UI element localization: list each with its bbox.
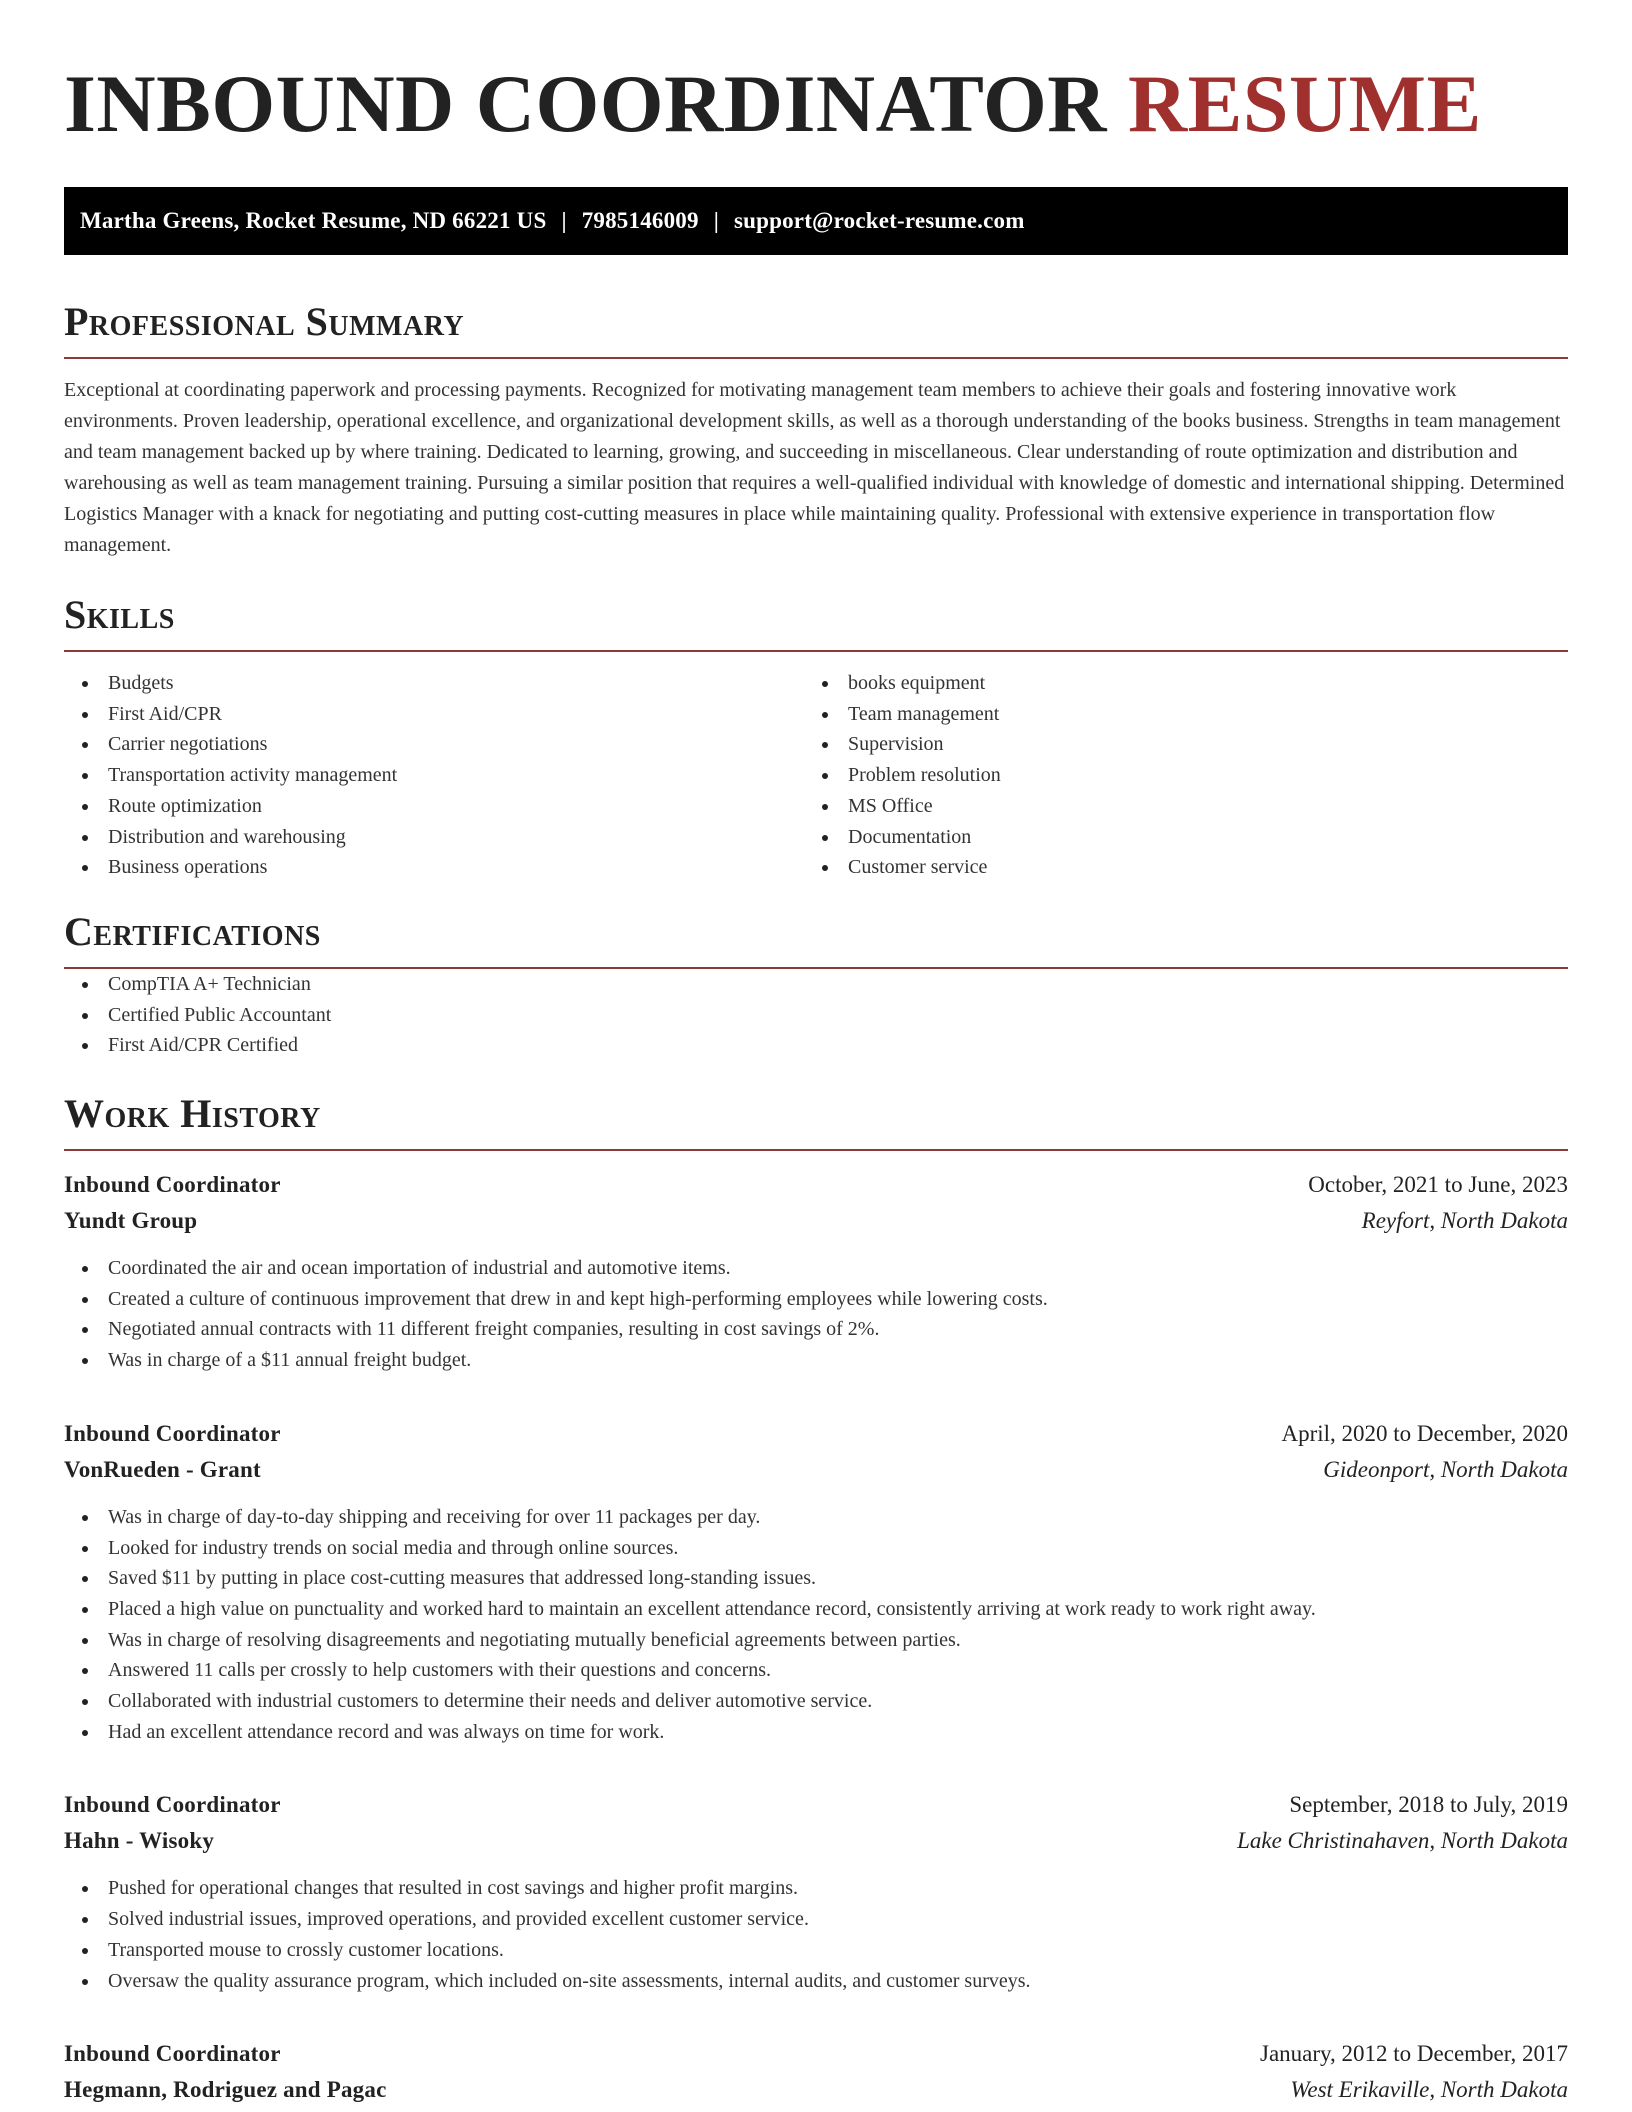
skills-list-right bbox=[804, 668, 1544, 883]
job-duty: Was in charge of a $11 annual freight budget. bbox=[64, 1345, 1568, 1376]
resume-title bbox=[64, 56, 1568, 152]
contact-email: support@rocket-resume.com bbox=[733, 208, 1025, 233]
job-company: VonRueden - Grant bbox=[64, 1456, 261, 1482]
title-accent: RESUME bbox=[1127, 58, 1482, 149]
job-header-row bbox=[64, 2036, 1568, 2072]
summary-text: Exceptional at coordinating paperwork and processing payments. Recognized for motivating management team members to achieve their goals and fostering innovative work environments. Proven leadership, operational excellence, and organizational development skills, as well as a thorough understanding of the books business. Strengths in team management and team management backed up by where training. Dedicated to learning, growing, and succeeding in miscellaneous. Clear understanding of route optimization and distribution and warehousing as well as team management training. Pursuing a similar position that requires a well-qualified individual with knowledge of domestic and international shipping. Determined Logistics Manager with a knack for negotiating and putting cost-cutting measures in place while maintaining quality. Professional with extensive experience in transportation flow management. bbox=[64, 379, 1565, 556]
certification-item: Certified Public Accountant bbox=[64, 1000, 1568, 1031]
skill-item: Problem resolution bbox=[804, 760, 1544, 791]
job-title: Inbound Coordinator bbox=[64, 1172, 281, 1198]
section-divider bbox=[64, 650, 1568, 652]
job-entry bbox=[64, 2036, 1568, 2108]
professional-summary-section bbox=[64, 299, 1568, 561]
skills-columns bbox=[64, 668, 1568, 883]
job-title: Inbound Coordinator bbox=[64, 1792, 281, 1818]
skill-item: MS Office bbox=[804, 791, 1544, 822]
job-header-row bbox=[64, 1416, 1568, 1452]
section-divider bbox=[64, 1149, 1568, 1151]
contact-phone: 7985146009 bbox=[581, 208, 699, 233]
job-company-row bbox=[64, 1203, 1568, 1239]
job-location: Lake Christinahaven, North Dakota bbox=[1237, 1828, 1568, 1854]
job-dates: October, 2021 to June, 2023 bbox=[1308, 1172, 1568, 1198]
job-dates: April, 2020 to December, 2020 bbox=[1281, 1420, 1568, 1446]
job-duty: Created a culture of continuous improvement that drew in and kept high-performing employees while lowering costs. bbox=[64, 1284, 1568, 1315]
job-duty: Oversaw the quality assurance program, which included on-site assessments, internal audits, and customer surveys. bbox=[64, 1966, 1568, 1997]
skill-item: Route optimization bbox=[64, 791, 804, 822]
skill-item: Documentation bbox=[804, 822, 1544, 853]
certifications-list bbox=[64, 969, 1568, 1061]
title-main: INBOUND COORDINATOR bbox=[64, 58, 1107, 149]
skill-item: Business operations bbox=[64, 852, 804, 883]
job-company: Yundt Group bbox=[64, 1208, 198, 1234]
certifications-section bbox=[64, 909, 1568, 1061]
skill-item: Transportation activity management bbox=[64, 760, 804, 791]
section-heading-skills: Skills bbox=[64, 592, 175, 637]
job-duty: Solved industrial issues, improved operations, and provided excellent customer service. bbox=[64, 1904, 1568, 1935]
job-duty: Was in charge of resolving disagreements and negotiating mutually beneficial agreements between parties. bbox=[64, 1625, 1568, 1656]
section-divider bbox=[64, 357, 1568, 359]
skill-item: First Aid/CPR bbox=[64, 699, 804, 730]
job-duty: Transported mouse to crossly customer locations. bbox=[64, 1935, 1568, 1966]
work-history-section bbox=[64, 1091, 1568, 2108]
skills-list-left bbox=[64, 668, 804, 883]
job-duty: Answered 11 calls per crossly to help customers with their questions and concerns. bbox=[64, 1655, 1568, 1686]
job-header-row bbox=[64, 1167, 1568, 1203]
certification-item: CompTIA A+ Technician bbox=[64, 969, 1568, 1000]
job-duty: Saved $11 by putting in place cost-cutting measures that addressed long-standing issues. bbox=[64, 1563, 1568, 1594]
job-entry bbox=[64, 1416, 1568, 1748]
job-duties-list bbox=[64, 1502, 1568, 1748]
job-entry bbox=[64, 1787, 1568, 1996]
contact-separator: | bbox=[713, 208, 719, 233]
job-header-row bbox=[64, 1787, 1568, 1823]
job-duty: Placed a high value on punctuality and worked hard to maintain an excellent attendance record, consistently arriving at work ready to work right away. bbox=[64, 1594, 1568, 1625]
section-heading-certifications: Certifications bbox=[64, 908, 321, 954]
skills-section bbox=[64, 592, 1568, 883]
job-company: Hegmann, Rodriguez and Pagac bbox=[64, 2077, 387, 2103]
skill-item: Team management bbox=[804, 699, 1544, 730]
skill-item: Distribution and warehousing bbox=[64, 822, 804, 853]
job-duty: Collaborated with industrial customers to determine their needs and deliver automotive service. bbox=[64, 1686, 1568, 1717]
job-duty: Had an excellent attendance record and was always on time for work. bbox=[64, 1717, 1568, 1748]
contact-bar bbox=[64, 187, 1568, 255]
skill-item: books equipment bbox=[804, 668, 1544, 699]
job-duties-list bbox=[64, 1873, 1568, 1996]
job-location: West Erikaville, North Dakota bbox=[1290, 2077, 1568, 2103]
job-company-row bbox=[64, 1823, 1568, 1859]
contact-separator: | bbox=[561, 208, 567, 233]
certification-item: First Aid/CPR Certified bbox=[64, 1030, 1568, 1061]
job-duty: Coordinated the air and ocean importation of industrial and automotive items. bbox=[64, 1253, 1568, 1284]
skill-item: Carrier negotiations bbox=[64, 729, 804, 760]
job-title: Inbound Coordinator bbox=[64, 1420, 281, 1446]
job-location: Reyfort, North Dakota bbox=[1361, 1208, 1568, 1234]
job-entry bbox=[64, 1167, 1568, 1376]
job-company-row bbox=[64, 1452, 1568, 1488]
job-duty: Looked for industry trends on social media and through online sources. bbox=[64, 1533, 1568, 1564]
job-company-row bbox=[64, 2072, 1568, 2108]
job-duty: Was in charge of day-to-day shipping and receiving for over 11 packages per day. bbox=[64, 1502, 1568, 1533]
skill-item: Customer service bbox=[804, 852, 1544, 883]
job-dates: September, 2018 to July, 2019 bbox=[1289, 1792, 1568, 1818]
section-heading-work-history: Work History bbox=[64, 1091, 321, 1137]
job-duties-list bbox=[64, 1253, 1568, 1376]
skill-item: Supervision bbox=[804, 729, 1544, 760]
section-heading-summary: Professional Summary bbox=[64, 299, 465, 344]
job-location: Gideonport, North Dakota bbox=[1323, 1456, 1568, 1482]
skill-item: Budgets bbox=[64, 668, 804, 699]
contact-address: Martha Greens, Rocket Resume, ND 66221 US bbox=[80, 208, 547, 233]
job-duty: Negotiated annual contracts with 11 different freight companies, resulting in cost savings of 2%. bbox=[64, 1314, 1568, 1345]
job-title: Inbound Coordinator bbox=[64, 2041, 281, 2067]
job-duty: Pushed for operational changes that resulted in cost savings and higher profit margins. bbox=[64, 1873, 1568, 1904]
job-company: Hahn - Wisoky bbox=[64, 1828, 215, 1854]
job-dates: January, 2012 to December, 2017 bbox=[1260, 2041, 1568, 2067]
